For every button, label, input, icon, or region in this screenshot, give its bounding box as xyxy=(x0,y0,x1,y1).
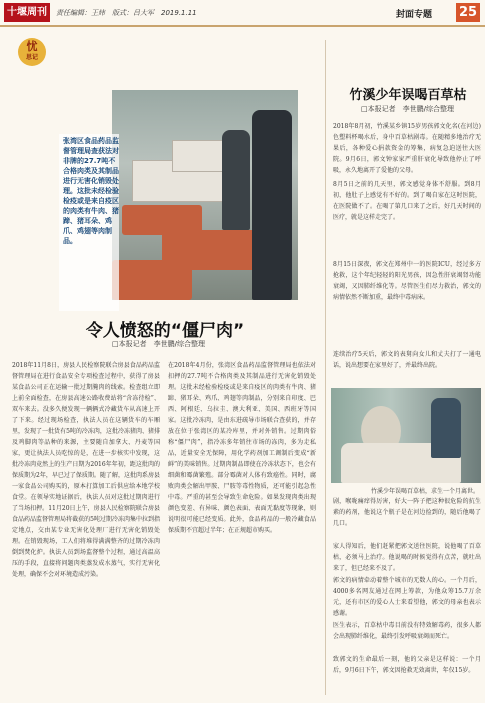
side-para-8: 医生表示，百草枯中毒目前没有特效解毒药，很多人都会出现肺纤维化，最终引发呼吸衰竭而死亡。 xyxy=(333,622,481,640)
side-para-3: 8月15日深夜，郭文在郑州中一的医院ICU，经过多方抢救，这个年纪轻轻的阳光男孩，因急性肝衰竭肾功能衰竭，又因肺纤维化等。尽管医生们尽力救治，郭文的病情依然不断加重，最终中毒病床。 xyxy=(333,261,481,301)
editor-credits: 责任编辑：王炜 版式：吕大军 2019.1.11 xyxy=(56,9,197,17)
section-title: 封面专题 xyxy=(396,10,433,20)
badge-main: 忧 xyxy=(26,40,38,53)
publication-logo: 十堰周刊 xyxy=(4,3,50,22)
side-para-1: 2018年8月初，竹溪某乡镇15岁男孩郭文化名(在河边)色塑料杯喝水后，身中百草枯剧毒。在随精多地治疗无果后，各种爱心捐款资金的筹集，病复急迫送往大医院。9月6日，郭文钟家家严重肝衰化导致他停止了呼吸，永久地离开了爱他的父母。 xyxy=(333,123,481,174)
side-para-2: 8月5日之前的几天里，郭文感觉身体不舒服。到8月初，他肚子上感觉有不好的。到了喝自家在这时医院，在医院做不了。在喝了第几口来了之后，好几天时间的医疗，就是这样走完了。 xyxy=(333,181,481,221)
badge-sub: 思记 xyxy=(25,54,38,61)
column-badge xyxy=(18,38,46,66)
main-col-1: 2018年11月8日，房县人民检察院联合房县食品药品监督管理局在进行食品安全专项检查过程中，获得了房县某食品公司正在运输一批过期腌肉的线索。检查组立即上前全面检查，在房县高速公路收费站将“含冻待检”、双车来去。没多久便发现一辆辆式冷藏货车从高速上开了下来。经过现场检查，执法人员在这辆货车的车厢里，发现了一批货有5吨的冷冻肉，这批冷冻猪肉、猪排及鸡脚肉等品种的来源，主要随自加拿大、丹麦等国家，更让执法人员吃惊的是，在进一步核实中发现，这批冷冻肉竟然上的生产日期为2016年年初，距这批肉的保质期为2年，早已过了保质期。随了解，这批肉系房县一家食品公司购买的，原本打算加工后供应给本地学校食堂。在领导实地证据后，执法人员对这批过期肉进行了当场扣押。11月20日上午，房县人民检察院联合房县食品药品监督管理局将截获的5吨过期冷冻肉集中拉到指定地点，交由某专业无害化处理厂进行无害化销毁处理。在销毁现场，工人们将堆得满满整齐的过期冷冻肉倒到焚化炉。执法人员到场监督整个过程，通过高温高压的手段，直接将问题肉类蒸发成水蒸气，实行无害化处理，确保不会对环境造成污染。 xyxy=(12,362,160,578)
column-divider xyxy=(325,40,326,695)
side-para-6: 家人得知后，他们赶紧把郭文送往医院，说他喝了百草枯，必须马上治疗。他说喝的时候觉得有点苦，就吐出来了，但已经来不及了。 xyxy=(333,543,481,572)
side-para-5: 剧，喉咙痛痒得厉害，好大一阵子把这种很危险的抗生素的药剂，他说这个瓶子是在河边捡到的，随后他喝了几口。 xyxy=(333,498,481,527)
side-para-4: 连续治疗5天后，郭文的表舅向女儿和丈夫打了一通电话，说出想要在家里好了，并最终出院。 xyxy=(333,351,481,369)
hospital-photo-caption: 竹溪少年误喝百草枯，求生一个月离世。 xyxy=(371,488,480,495)
main-title: 令人愤怒的“僵尸肉” xyxy=(85,321,245,341)
main-author: □本报记者 李世鹏/综合整理 xyxy=(112,340,205,348)
hospital-photo xyxy=(331,388,481,483)
side-para-7: 郭文的病情牵动着整个城市的无数人的心。一个月后，4000多名网友通过在网上筹款，为他众筹15.7万余元，还有市区的爱心人士来看望他，郭文的母亲也表示感谢。 xyxy=(333,577,481,617)
page-header xyxy=(0,0,485,26)
main-col-2: 在2018年4月份，张湾区食品药品监督管理局也依法对扣押的27.7吨不合格肉类及其制品进行无害化销毁处理。这批未经检验检疫或是来自疫区的肉类有牛肉、猪蹄、猪耳朵、鸡爪、鸡翅等肉制品，分别来自印度、巴西、阿根廷、乌拉圭、澳大利亚、美国、西班牙等国家。这批冷冻肉，是由东进疏导市场联合查获的，并存放在位于张湾区的某冷库里，并对外销售。过期肉俗称“僵尸肉”，指冷冻多年销往市场的冻肉，多为走私品，近量安全无保障，用化学药剂加工调制后变成“新鲜”的美味销售。过期肉制品即使在冷冻状态下，也会有细菌和霉菌繁殖。部分霉菌对人体有致癌性。同时，腐败肉类会解出甲胺、尸胺等毒性物质，还可能引起急性中毒。严重的甚至会导致生命危险。如果发现肉类出现颜色变差、有异味、颜色表面、表面无黏度等现象，则说明很可能已经变质。此外，食品药品的一般冷藏食品保质期不宜超过半年；在正规超市购买。 xyxy=(168,362,316,534)
main-photo xyxy=(112,90,298,300)
side-author: □本报记者 李世鹏/综合整理 xyxy=(361,105,454,113)
side-title: 竹溪少年误喝百草枯 xyxy=(349,88,467,103)
header-rule xyxy=(0,25,485,27)
photo-caption: 张湾区食品药品监督管理局查获法对非牌的27.7吨不合格肉类及其制品进行无害化销毁处理。这批未经检验检疫或是来自疫区的肉类有牛肉、猪蹄、猪耳朵、鸡爪、鸡翅等肉制品。 xyxy=(59,134,119,311)
page-number: 25 xyxy=(456,3,480,22)
side-para-9: 致郭文的生命最后一刻，他的父亲是这样说：一个月后，9月6日下午，郭文因抢救无效离世，年仅15岁。 xyxy=(333,656,481,674)
